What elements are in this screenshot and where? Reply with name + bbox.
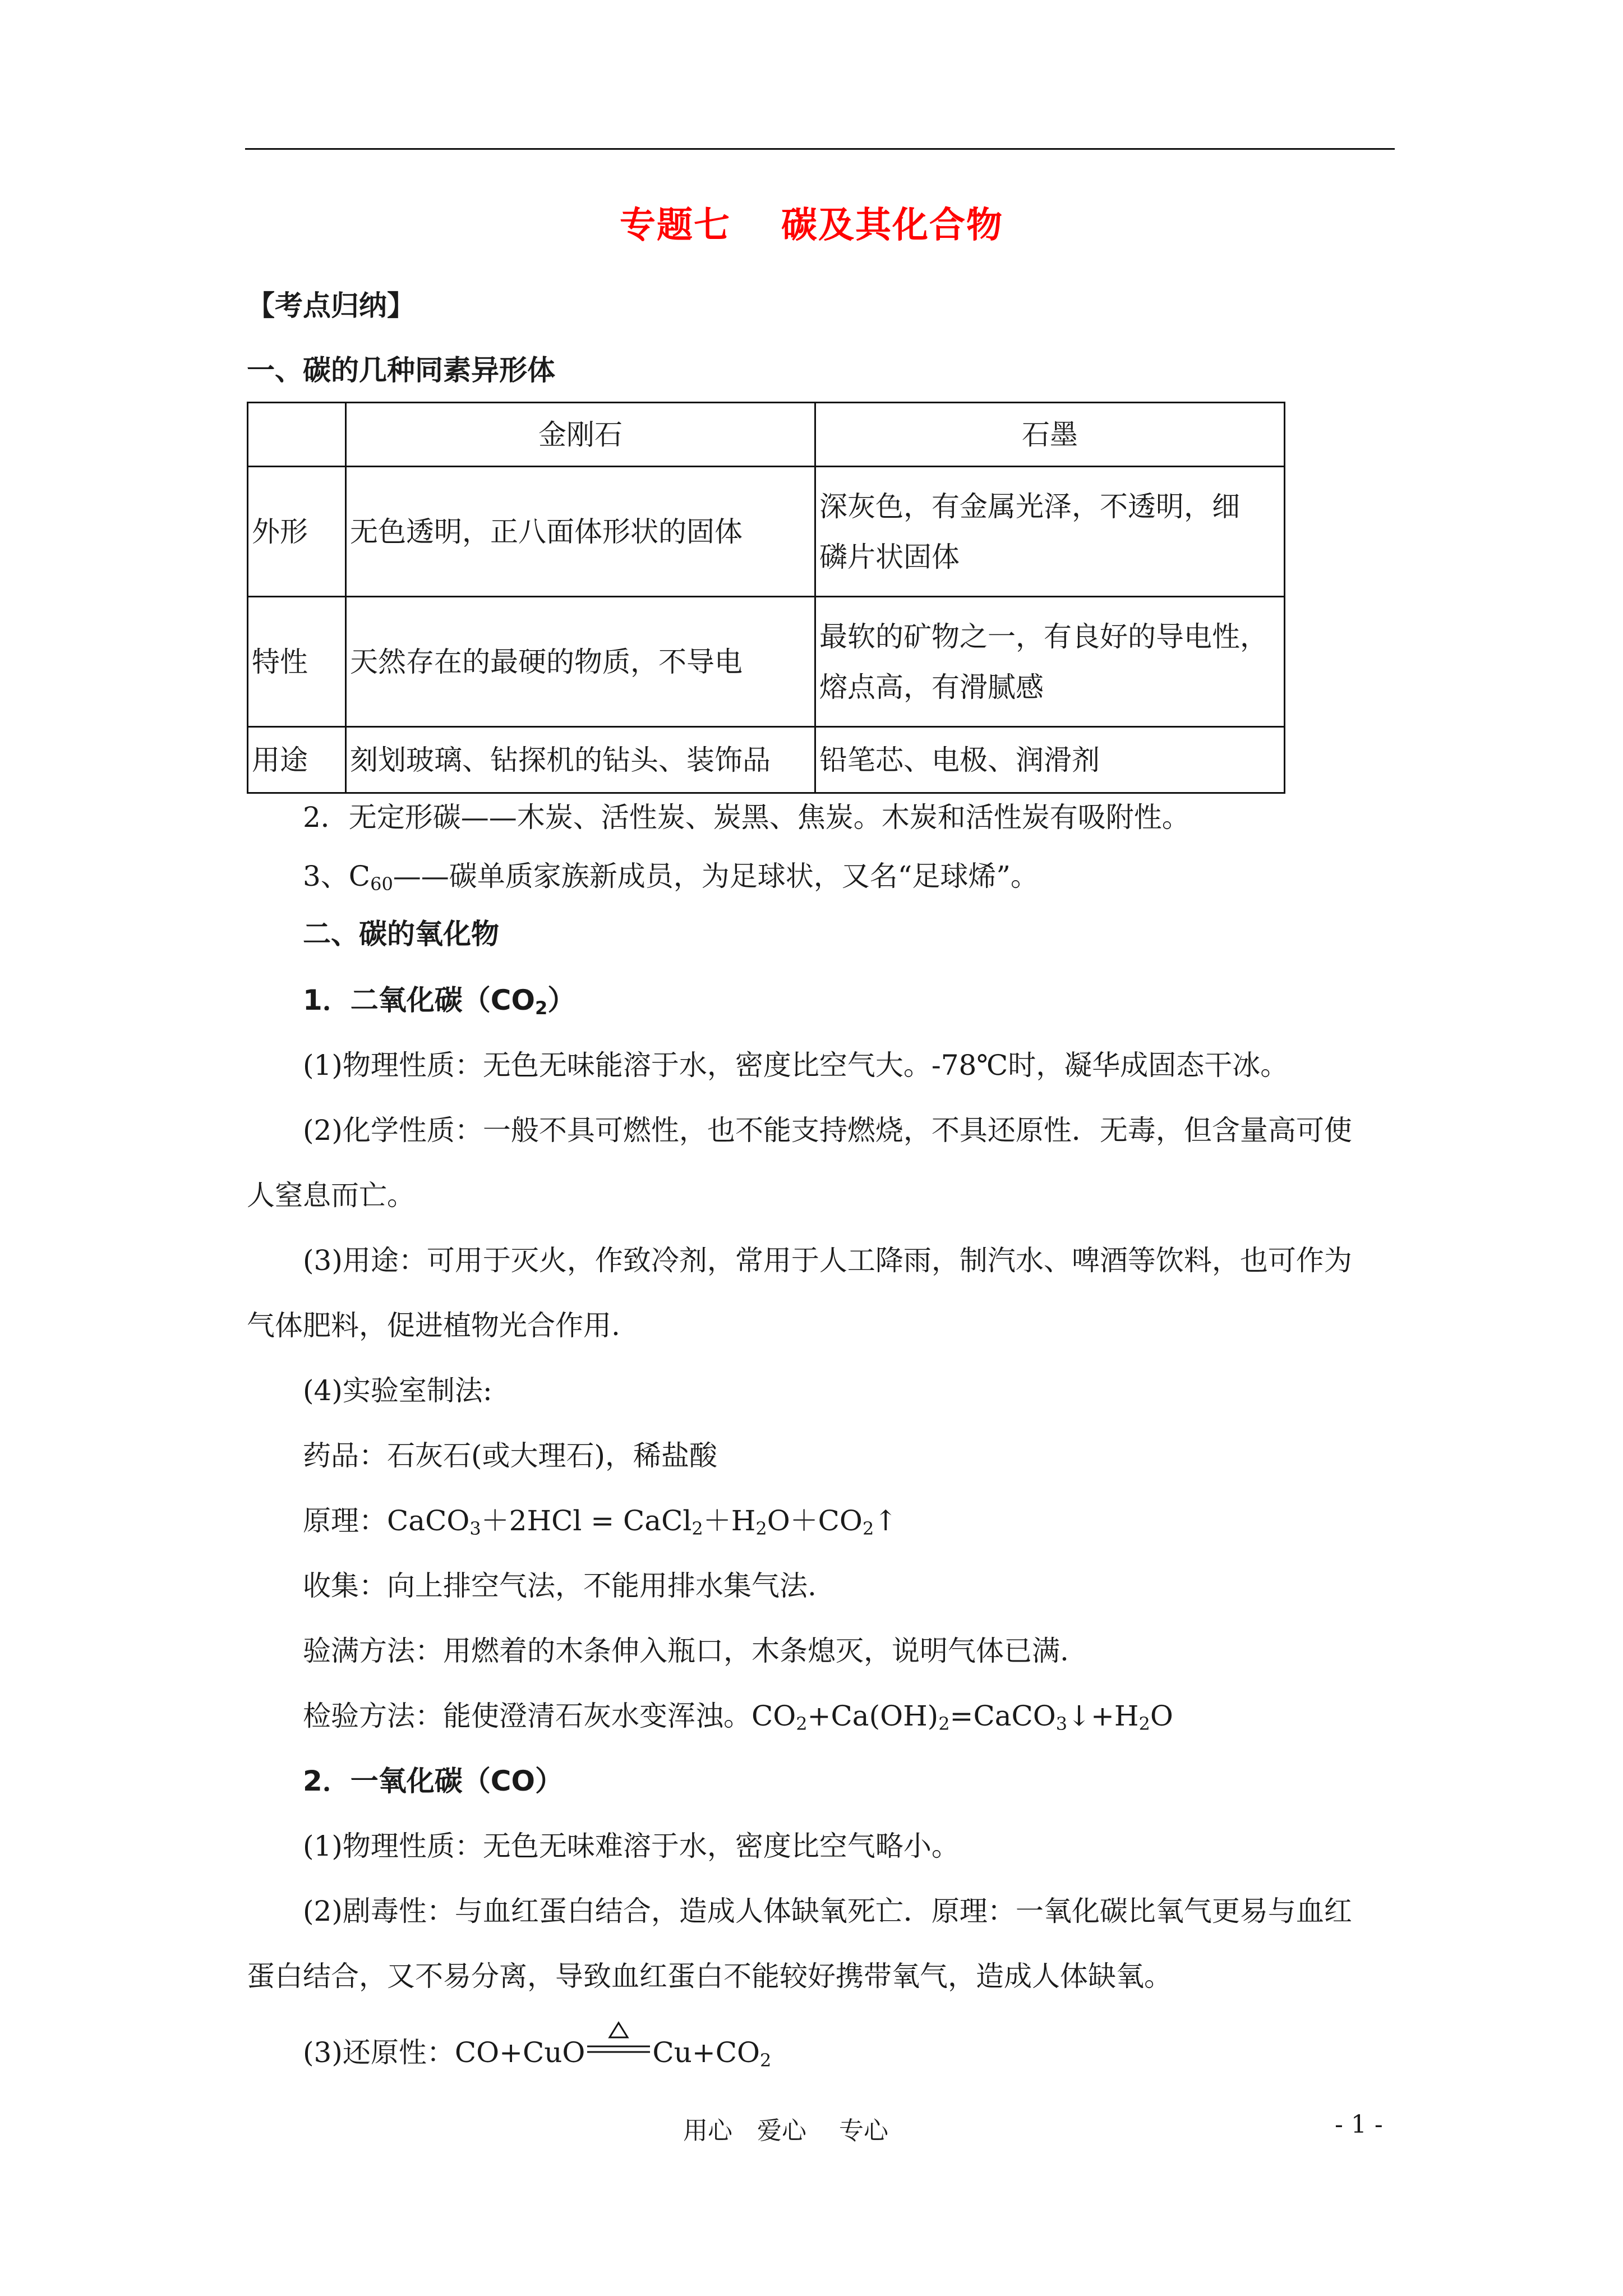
diamond-cell: 无色透明，正八面体形状的固体 — [346, 467, 815, 597]
co2-collection: 收集：向上排空气法，不能用排水集气法. — [303, 1570, 817, 1602]
table-header-row — [248, 403, 1285, 467]
section-header: 【考点归纳】 — [247, 289, 415, 322]
table-header-empty — [248, 403, 346, 467]
allotropes-table — [247, 402, 1285, 794]
diamond-cell: 刻划玻璃、钻探机的钻头、装饰品 — [346, 727, 815, 793]
heading-carbon-oxides: 二、碳的氧化物 — [303, 918, 499, 950]
paragraph-amorphous-carbon: 2．无定形碳——木炭、活性炭、炭黑、焦炭。木炭和活性炭有吸附性。 — [303, 801, 1190, 834]
row-label: 外形 — [248, 467, 346, 597]
heading-co2: 1．二氧化碳$(CO_2)$ — [303, 984, 576, 1019]
co2-full-check: 验满方法：用燃着的木条伸入瓶口，木条熄灭，说明气体已满. — [303, 1635, 1069, 1667]
graphite-line: 深灰色，有金属光泽，不透明，细 — [819, 490, 1240, 523]
co-toxicity-line2: 蛋白结合，又不易分离，导致血红蛋白不能较好携带氧气，造成人体缺氧。 — [247, 1960, 1172, 1993]
co2-physical: (1)物理性质：无色无味能溶于水，密度比空气大。-78℃时，凝华成固态干冰。 — [303, 1049, 1289, 1082]
co2-lab-method: (4)实验室制法: — [303, 1374, 492, 1407]
graphite-line: 最软的矿物之一，有良好的导电性， — [819, 620, 1268, 653]
page-number: - 1 - — [1335, 2110, 1383, 2139]
table-header-graphite: 石墨 — [815, 403, 1285, 467]
page-title — [0, 196, 1623, 248]
diamond-cell: 天然存在的最硬的物质，不导电 — [346, 597, 815, 727]
co2-principle: 原理：CaCO$_3$＋2HCl = $CaCl_2+H_2O+CO_2↑$ — [303, 1504, 898, 1539]
row-label: 特性 — [248, 597, 346, 727]
graphite-cell: 铅笔芯、电极、润滑剂 — [815, 727, 1285, 793]
table-row — [248, 727, 1285, 793]
heating-equals-sign — [585, 2041, 652, 2069]
graphite-cell — [815, 467, 1285, 597]
co-physical: (1)物理性质：无色无味难溶于水，密度比空气略小。 — [303, 1830, 960, 1862]
table-row — [248, 467, 1285, 597]
heading-co: 2．一氧化碳（CO） — [303, 1765, 563, 1797]
graphite-cell — [815, 597, 1285, 727]
footer-motto: 用心 爱心 专心 — [683, 2116, 888, 2145]
co2-test: 检验方法：能使澄清石灰水变浑浊。$CO_2+Ca(OH)_2=CaCO_3↓+H_2O$ — [303, 1700, 1173, 1734]
co2-reagents: 药品：石灰石(或大理石)，稀盐酸 — [303, 1439, 718, 1472]
row-label: 用途 — [248, 727, 346, 793]
co2-use-line1: (3)用途：可用于灭火，作致冷剂，常用于人工降雨，制汽水、啤酒等饮料，也可作为 — [303, 1244, 1352, 1277]
title-part2: 碳及其化合物 — [781, 205, 1003, 246]
co-reduction: (3)还原性：CO+CuO $Cu+CO_2$ — [303, 2039, 771, 2069]
graphite-line: 熔点高，有滑腻感 — [819, 670, 1044, 703]
paragraph-c60: 3、$C_{60}——$碳单质家族新成员，为足球状，又名“足球烯”。 — [303, 860, 1039, 895]
table-header-diamond: 金刚石 — [346, 403, 815, 467]
header-rule — [245, 148, 1395, 150]
co2-use-line2: 气体肥料，促进植物光合作用. — [247, 1309, 620, 1342]
co2-chemical-line2: 人窒息而亡。 — [247, 1179, 415, 1212]
table-row — [248, 597, 1285, 727]
graphite-line: 磷片状固体 — [819, 540, 960, 573]
heading-allotropes: 一、碳的几种同素异形体 — [247, 354, 555, 386]
heat-triangle-icon — [585, 2018, 652, 2074]
co2-chemical-line1: (2)化学性质：一般不具可燃性，也不能支持燃烧，不具还原性．无毒，但含量高可使 — [303, 1114, 1352, 1147]
title-part1: 专题七 — [620, 205, 731, 246]
co-toxicity-line1: (2)剧毒性：与血红蛋白结合，造成人体缺氧死亡．原理：一氧化碳比氧气更易与血红 — [303, 1895, 1352, 1927]
